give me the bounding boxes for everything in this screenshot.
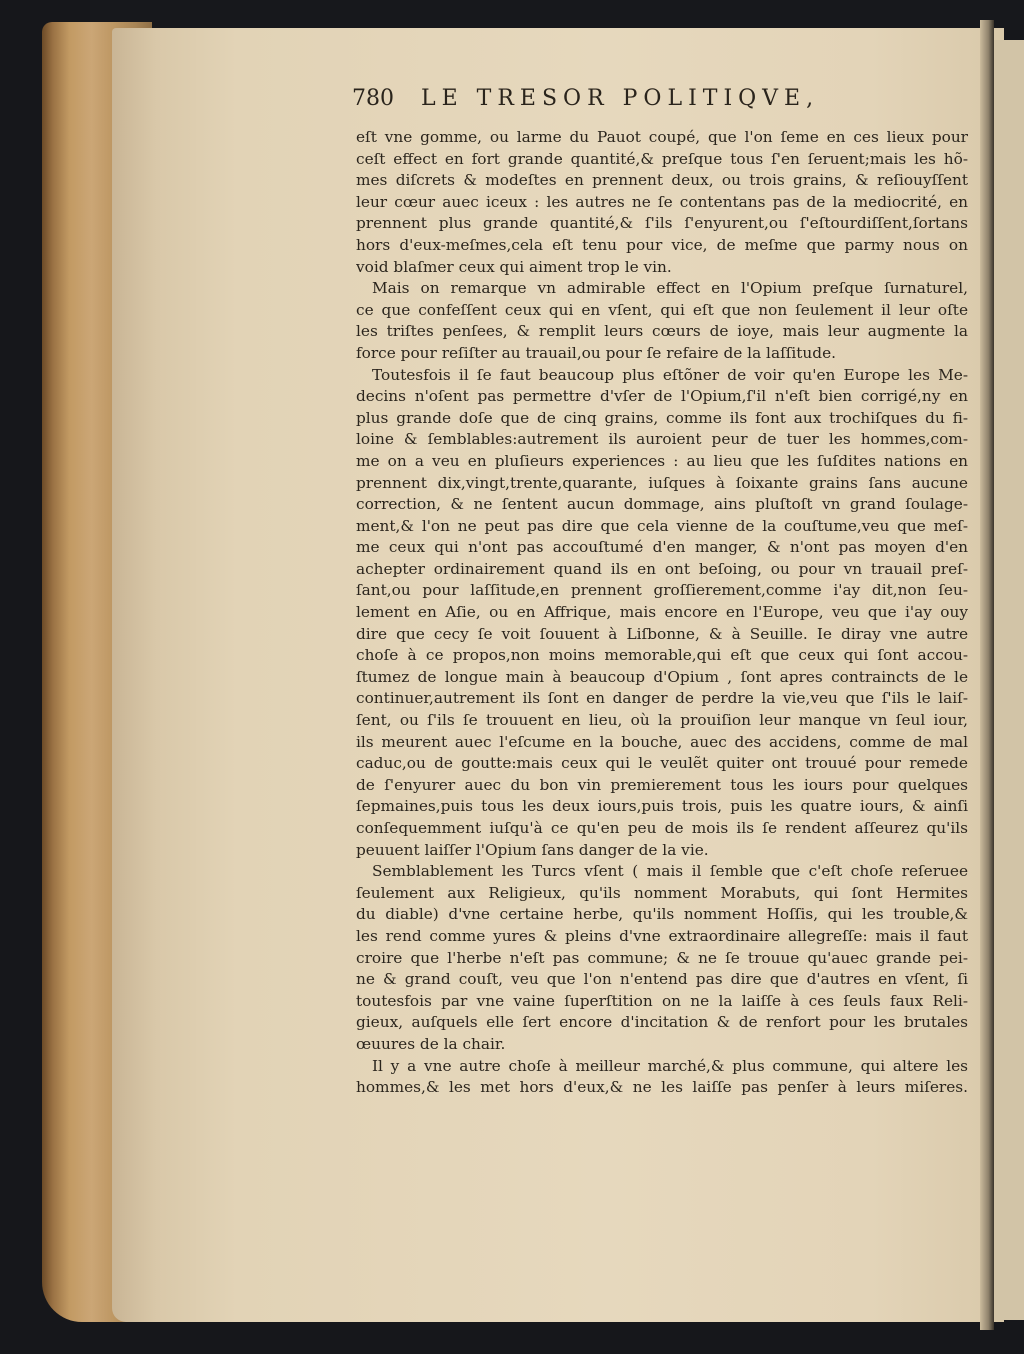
- text-line: force pour reſiſter au trauail,ou pour ſe refaire de la laſſitude.: [356, 343, 836, 362]
- text-line: Mais on remarque vn admirable effect en l'Opium preſque ſurnaturel,: [372, 279, 968, 298]
- text-line: Toutesfois il ſe faut beaucoup plus eſtõner de voir qu'en Europe les Me-: [372, 365, 968, 384]
- text-line: Semblablement les Turcs vſent ( mais il ſemble que c'eſt choſe reſeruee: [372, 862, 968, 881]
- text-line: conſequemment iuſqu'à ce qu'en peu de mois ils ſe rendent aſſeurez qu'ils: [356, 819, 968, 837]
- text-line: prennent plus grande quantité,& ſ'ils ſ'enyurent,ou ſ'eſtourdiſſent,ſortans: [356, 214, 968, 233]
- text-line: ceſt effect en fort grande quantité,& preſque tous ſ'en ſeruent;mais les hõ-: [356, 149, 968, 168]
- text-line: continuer,autrement ils ſont en danger de perdre la vie,veu que ſ'ils le laiſ-: [356, 689, 968, 708]
- text-line: decins n'oſent pas permettre d'vſer de l'Opium,ſ'il n'eſt bien corrigé,ny en: [356, 387, 968, 406]
- page-number: 780: [352, 86, 394, 111]
- text-line: Il y a vne autre choſe à meilleur marché,& plus commune, qui altere les: [372, 1056, 968, 1075]
- text-line: croire que l'herbe n'eſt pas commune; & ne ſe trouue qu'auec grande pei-: [356, 948, 968, 967]
- text-line: eſt vne gomme, ou larme du Pauot coupé, que l'on ſeme en ces lieux pour: [356, 128, 968, 146]
- text-line: plus grande doſe que de cinq grains, comme ils font aux trochiſques du fi-: [356, 408, 968, 427]
- text-line: ils meurent auec l'eſcume en la bouche, auec des accidens, comme de mal: [356, 732, 968, 751]
- text-line: gieux, auſquels elle ſert encore d'incitation & de renfort pour les brutales: [356, 1013, 968, 1032]
- text-line: toutesfois par vne vaine ſuperſtition on ne la laiſſe à ces ſeuls faux Reli-: [356, 991, 968, 1010]
- text-line: caduc,ou de goutte:mais ceux qui le veulẽt quiter ont trouué pour remede: [356, 754, 968, 773]
- text-line: ſant,ou pour laſſitude,en prennent groſſierement,comme i'ay dit,non ſeu-: [356, 581, 968, 600]
- text-line: ce que confeſſent ceux qui en vſent, qui eſt que non ſeulement il leur oſte: [356, 300, 968, 319]
- page-header: [352, 86, 982, 118]
- text-line: lement en Aſie, ou en Affrique, mais encore en l'Europe, veu que i'ay ouy: [356, 603, 968, 622]
- text-line: hommes,& les met hors d'eux,& ne les laiſſe pas penſer à leurs miſeres.: [356, 1078, 968, 1097]
- text-line: me on a veu en pluſieurs experiences : au lieu que les ſuſdites nations en: [356, 451, 968, 470]
- text-line: ſeulement aux Religieux, qu'ils nomment Morabuts, qui ſont Hermites: [356, 883, 968, 902]
- running-title: LE TRESOR POLITIQVE,: [421, 86, 820, 111]
- text-line: les triſtes penſees, & remplit leurs cœurs de ioye, mais leur augmente la: [356, 322, 968, 341]
- text-line: ſtumez de longue main à beaucoup d'Opium , ſont apres contraincts de le: [356, 667, 968, 686]
- text-line: dire que cecy ſe voit ſouuent à Liſbonne, & à Seuille. Ie diray vne autre: [356, 624, 968, 643]
- text-line: me ceux qui n'ont pas accouſtumé d'en manger, & n'ont pas moyen d'en: [356, 538, 968, 557]
- text-line: correction, & ne ſentent aucun dommage, ains pluſtoſt vn grand ſoulage-: [356, 495, 968, 514]
- book-top-shadow: [90, 0, 1024, 30]
- text-line: mes diſcrets & modeſtes en prennent deux, ou trois grains, & reſiouyſſent: [356, 171, 968, 190]
- text-line: œuures de la chair.: [356, 1034, 506, 1053]
- page-right-edge: [994, 40, 1024, 1320]
- book-gutter: [980, 20, 994, 1330]
- text-line: peuuent laiſſer l'Opium ſans danger de la vie.: [356, 840, 709, 859]
- text-line: ment,& l'on ne peut pas dire que cela vienne de la couſtume,veu que meſ-: [356, 516, 968, 535]
- text-line: prennent dix,vingt,trente,quarante, iuſques à ſoixante grains ſans aucune: [356, 473, 968, 492]
- text-line: hors d'eux-meſmes,cela eſt tenu pour vice, de meſme que parmy nous on: [356, 235, 968, 254]
- text-line: ne & grand couſt, veu que l'on n'entend pas dire que d'autres en vſent, ſi: [356, 970, 968, 989]
- text-line: ſepmaines,puis tous les deux iours,puis trois, puis les quatre iours, & ainſi: [356, 797, 968, 816]
- text-line: leur cœur auec iceux : les autres ne ſe contentans pas de la mediocrité, en: [356, 192, 968, 211]
- text-line: void blaſmer ceux qui aiment trop le vin.: [356, 257, 672, 276]
- text-line: les rend comme yures & pleins d'vne extraordinaire allegreſſe: mais il faut: [356, 926, 968, 945]
- text-line: de ſ'enyurer auec du bon vin premierement tous les iours pour quelques: [356, 775, 968, 794]
- body-text: [356, 127, 968, 1099]
- text-line: achepter ordinairement quand ils en ont beſoing, ou pour vn trauail preſ-: [356, 559, 968, 578]
- text-line: loine & ſemblables:autrement ils auroient peur de tuer les hommes,com-: [356, 430, 968, 449]
- text-line: ſent, ou ſ'ils ſe trouuent en lieu, où la prouiſion leur manque vn ſeul iour,: [356, 711, 968, 730]
- text-line: du diable) d'vne certaine herbe, qu'ils nomment Hoſſis, qui les trouble,&: [356, 905, 968, 924]
- text-line: choſe à ce propos,non moins memorable,qui eſt que ceux qui ſont accou-: [356, 646, 968, 665]
